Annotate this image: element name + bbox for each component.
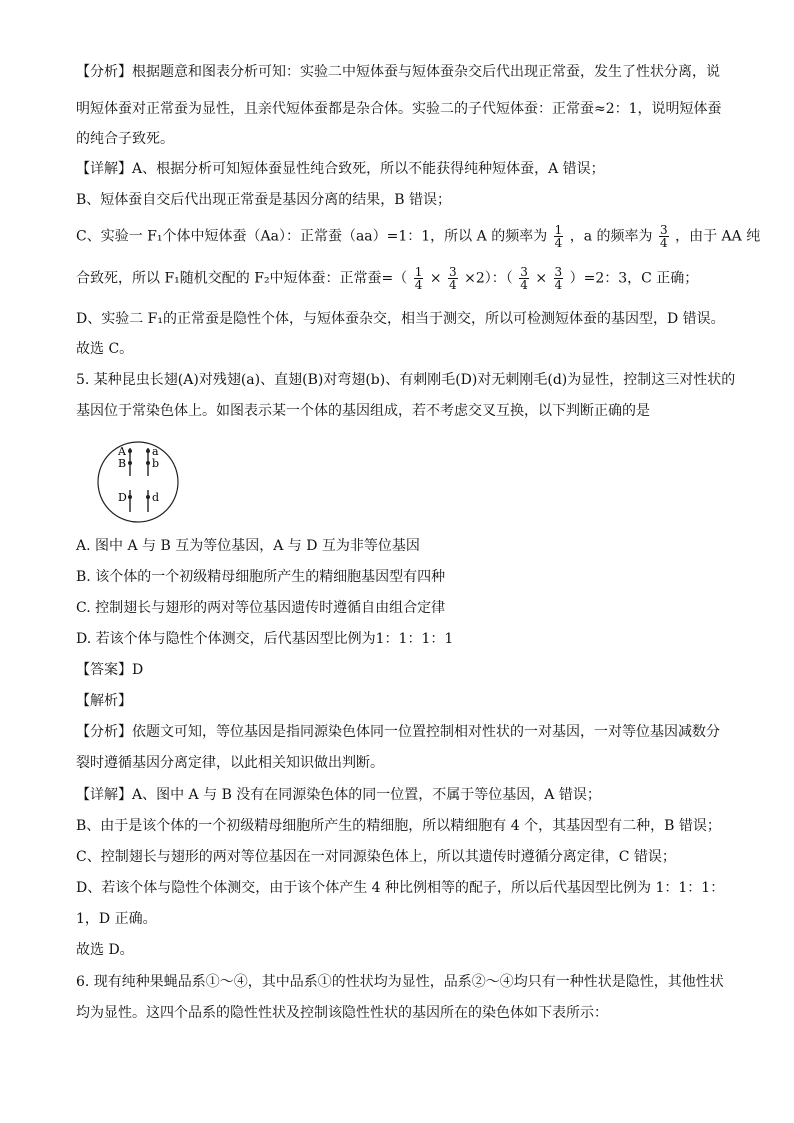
question-6-line-2: 均为显性。这四个品系的隐性性状及控制该隐性性状的基因所在的染色体如下表所示：: [76, 1005, 608, 1021]
question-5-line-2: 基因位于常染色体上。如图表示某一个体的基因组成，若不考虑交叉互换，以下判断正确的是: [76, 403, 650, 419]
answer-label: 【答案】D: [76, 662, 144, 678]
analysis-line-1: 【分析】根据题意和图表分析可知：实验二中短体蚕与短体蚕杂交后代出现正常蚕，发生了性状分离，说: [76, 64, 720, 80]
fraction-three-quarters: $\frac{3}{4}$: [520, 265, 528, 292]
analysis-line-2: 明短体蚕对正常蚕为显性，且亲代短体蚕都是杂合体。实验二的子代短体蚕：正常蚕≈2：1，说明短体蚕: [76, 101, 722, 117]
detail-line-a: 【详解】A、根据分析可知短体蚕显性纯合致死，所以不能获得纯种短体蚕，A 错误；: [76, 161, 605, 177]
choose-d: 故选 D。: [76, 942, 134, 958]
detail-5-d-1: D、若该个体与隐性个体测交，由于该个体产生 4 种比例相等的配子，所以后代基因型比例为 1：1：1：: [76, 880, 725, 896]
fraction-three-quarters: $\frac{3}{4}$: [449, 265, 457, 292]
fraction-one-quarter: $\frac{1}{4}$: [554, 223, 563, 250]
analysis-5-line-2: 裂时遵循基因分离定律，以此相关知识做出判断。: [76, 755, 384, 771]
detail-line-b: B、短体蚕自交后代出现正常蚕是基因分离的结果，B 错误；: [76, 192, 452, 208]
detail-5-d-2: 1，D 正确。: [76, 911, 157, 927]
option-a: A. 图中 A 与 B 互为等位基因，A 与 D 互为非等位基因: [76, 538, 420, 554]
gene-D-label: D: [118, 491, 127, 504]
chromosome-diagram: [96, 440, 180, 524]
gene-A-label: A: [118, 445, 126, 458]
question-6-line-1: 6. 现有纯种果蝇品系①～④，其中品系①的性状均为显性，品系②～④均只有一种性状是隐性，其他性状: [76, 974, 724, 990]
fraction-one-quarter: $\frac{1}{4}$: [414, 265, 423, 292]
analysis-line-3: 的纯合子致死。: [76, 131, 174, 147]
detail-5-a: 【详解】A、图中 A 与 B 没有在同源染色体的同一位置，不属于等位基因，A 错误；: [76, 787, 601, 803]
choose-c: 故选 C。: [76, 341, 134, 357]
option-d: D. 若该个体与隐性个体测交，后代基因型比例为1：1：1：1: [76, 631, 454, 647]
analysis-5-line-1: 【分析】依题文可知，等位基因是指同源染色体同一位置控制相对性状的一对基因，一对等位基因减数分: [76, 724, 720, 740]
explanation-label: 【解析】: [76, 693, 132, 709]
detail-5-b: B、由于是该个体的一个初级精母细胞所产生的精细胞，所以精细胞有 4 个，其基因型有二种，B 错误；: [76, 818, 721, 834]
gene-b-label: b: [152, 457, 160, 470]
option-c: C. 控制翅长与翅形的两对等位基因遗传时遵循自由组合定律: [76, 600, 446, 616]
chromosome-diagram-svg: [96, 440, 180, 524]
detail-line-c2: 合致死，所以 F₁随机交配的 F₂中短体蚕：正常蚕=（ $\frac{1}{4}$ × $\frac{3}{4}$ ×2）：（ $\frac{3}{4}$ × $\frac{3}{4}$ ）=2：3，C 正确；: [76, 265, 699, 292]
question-5-line-1: 5. 某种昆虫长翅(A)对残翅(a)、直翅(B)对弯翅(b)、有刺刚毛(D)对无刺刚毛(d)为显性，控制这三对性状的: [76, 372, 736, 388]
gene-a-label: a: [152, 445, 159, 458]
fraction-three-quarters: $\frac{3}{4}$: [660, 223, 668, 250]
fraction-three-quarters: $\frac{3}{4}$: [554, 265, 563, 292]
detail-5-c: C、控制翅长与翅形的两对等位基因在一对同源染色体上，所以其遗传时遵循分离定律，C 错误；: [76, 849, 676, 865]
gene-B-label: B: [118, 457, 127, 470]
detail-line-c1: C、实验一 F₁个体中短体蚕（Aa）：正常蚕（aa）=1：1，所以 A 的频率为 $\frac{1}{4}$ ，a 的频率为 $\frac{3}{4}$ ，由于 AA 纯: [76, 223, 761, 250]
gene-d-label: d: [152, 491, 160, 504]
option-b: B. 该个体的一个初级精母细胞所产生的精细胞基因型有四种: [76, 569, 446, 585]
detail-line-d: D、实验二 F₁的正常蚕是隐性个体，与短体蚕杂交，相当于测交，所以可检测短体蚕的基因型，D 错误。: [76, 311, 725, 327]
